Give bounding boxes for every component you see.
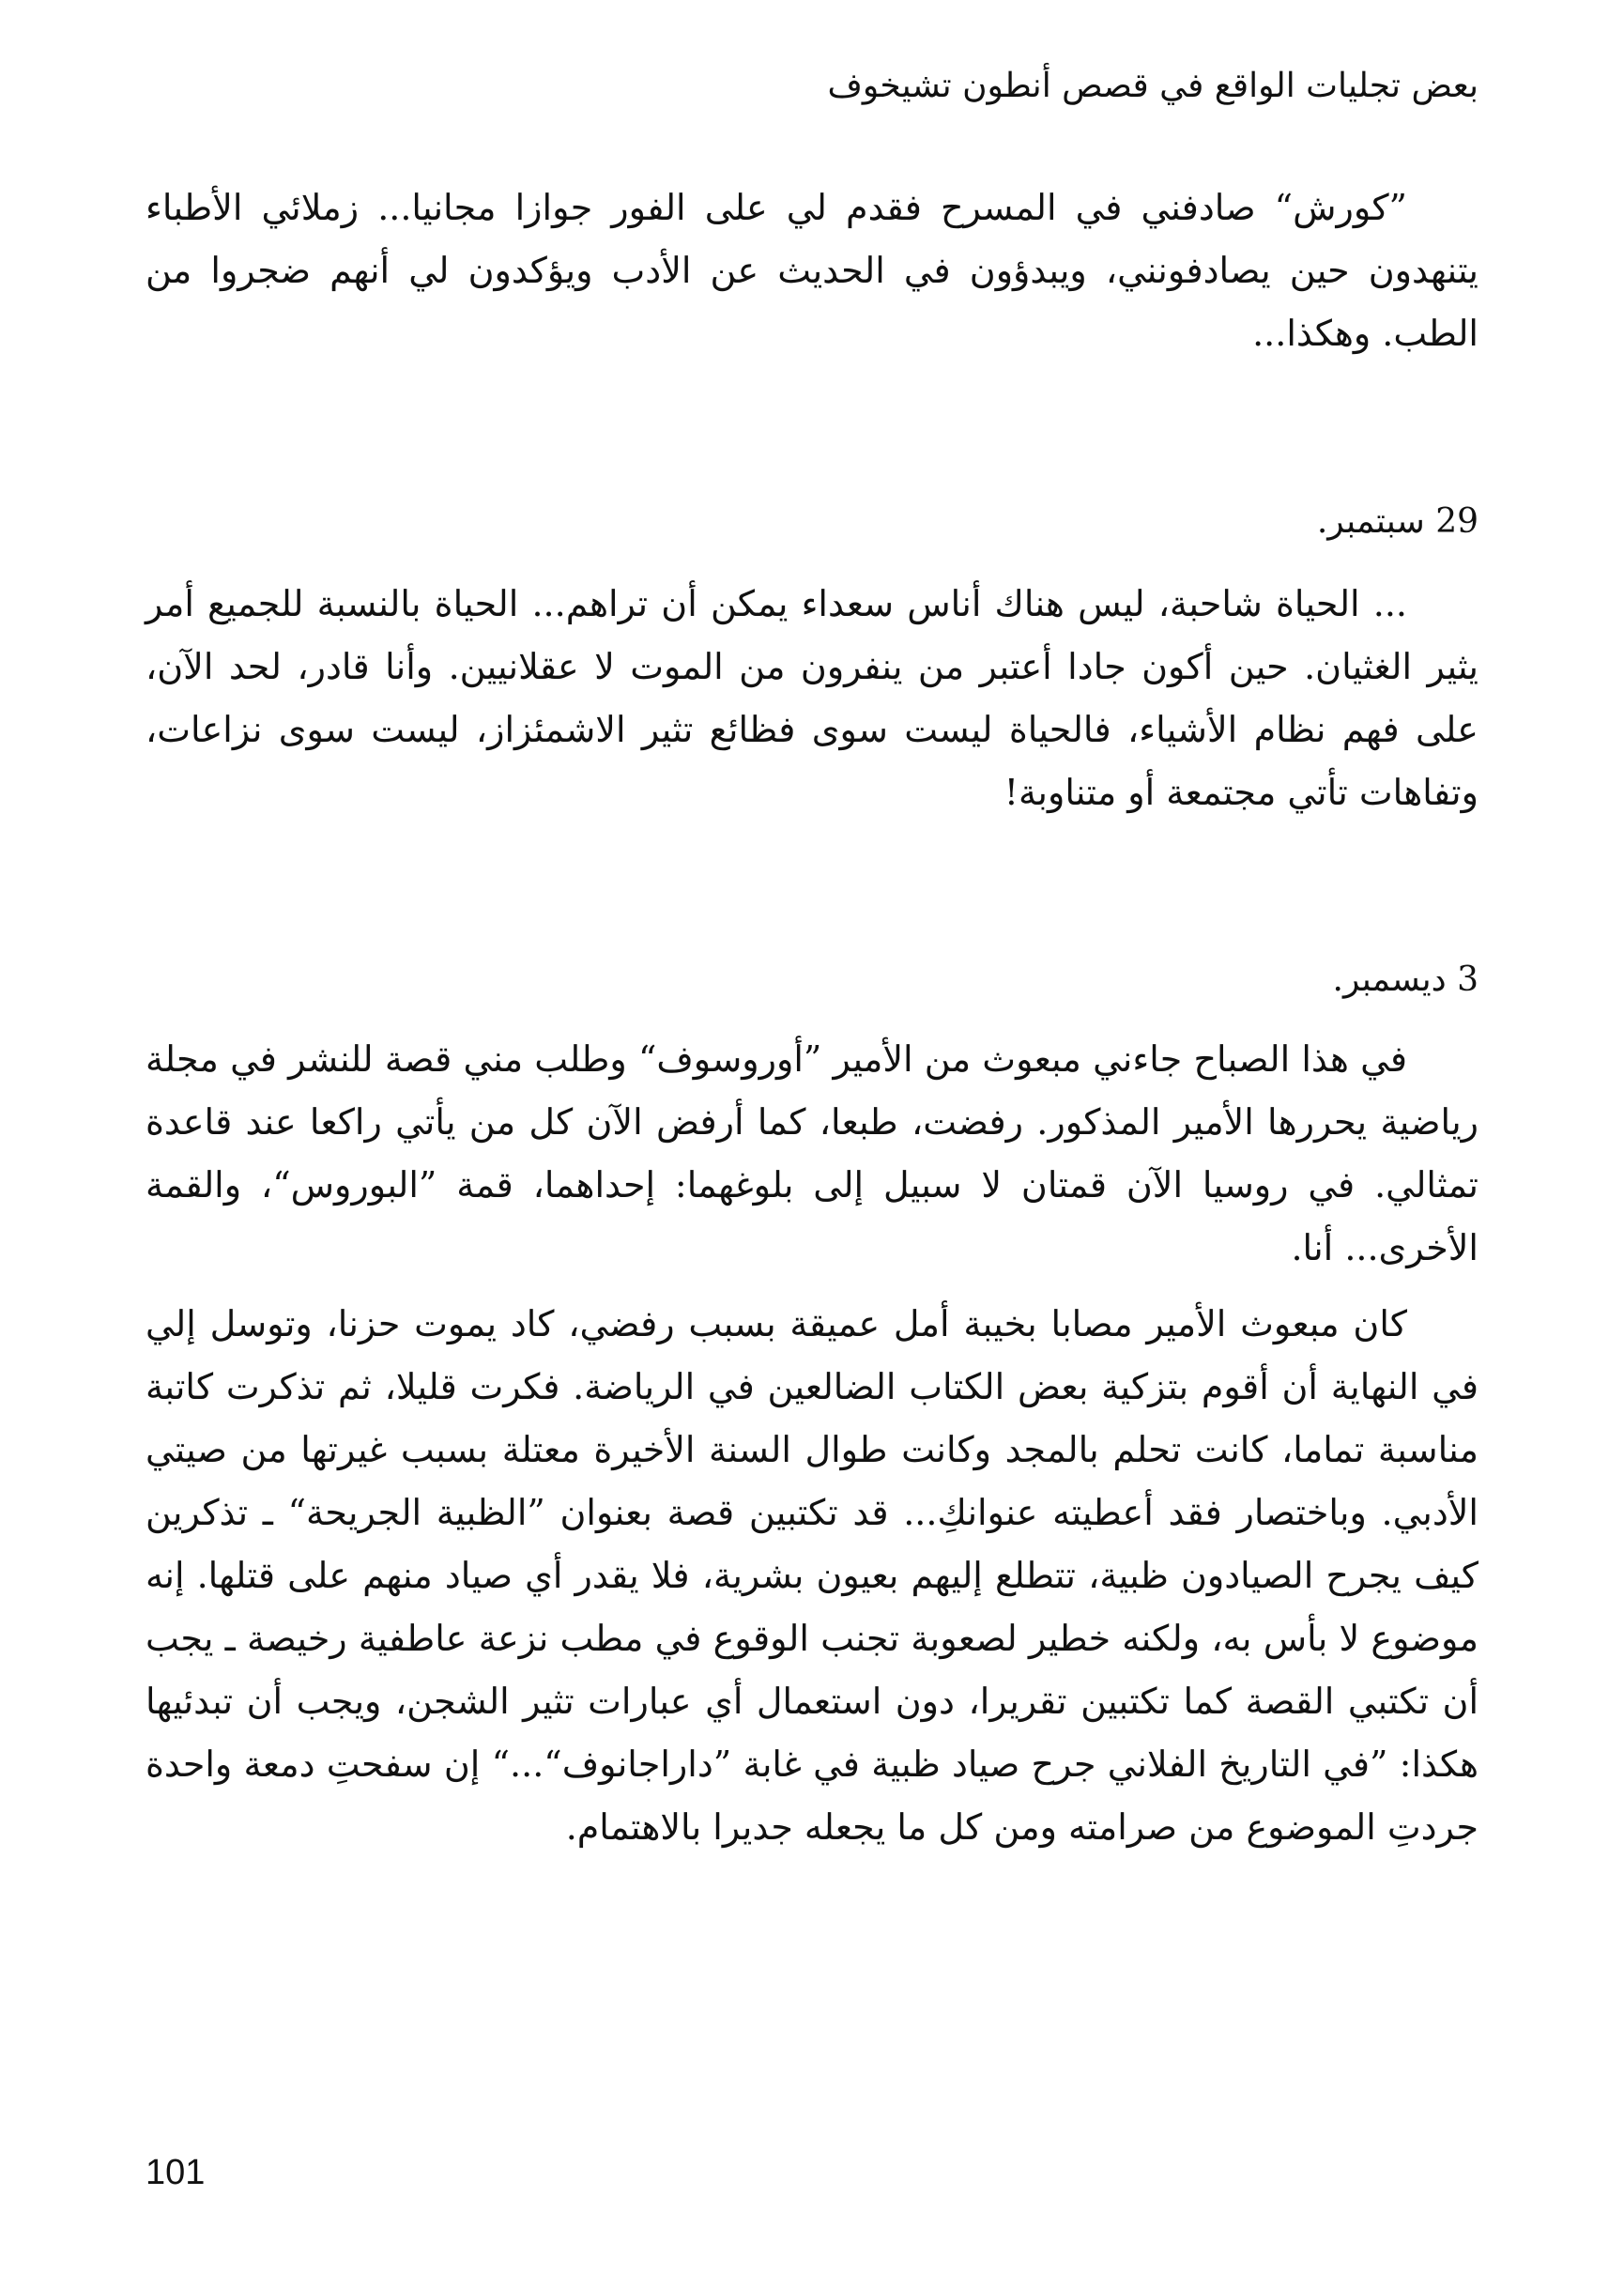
paragraph: في هذا الصباح جاءني مبعوث من الأمير ”أوروسوف“ وطلب مني قصة للنشر في مجلة رياضية يحررها الأمير المذكور. رفضت، طبعا، كما أرفض الآن كل من يأتي راكعا عند قاعدة تمثالي. في روسيا الآن قمتان لا سبيل إلى بلوغهما: إحداهما، قمة ”البوروس“، والقمة الأخرى... أنا. bbox=[146, 1038, 1478, 1268]
section-sep-29 bbox=[146, 573, 1478, 824]
date-heading: 3 ديسمبر. bbox=[1332, 960, 1478, 999]
section-continuation bbox=[146, 177, 1478, 365]
section-dec-3 bbox=[146, 1028, 1478, 1859]
paragraph: ”كورش“ صادفني في المسرح فقدم لي على الفور جوازا مجانيا... زملائي الأطباء يتنهدون حين يصادفونني، ويبدؤون في الحديث عن الأدب ويؤكدون لي أنهم ضجروا من الطب. وهكذا... bbox=[146, 187, 1478, 354]
date-heading: 29 سبتمبر. bbox=[1316, 502, 1478, 541]
page-number: 101 bbox=[146, 2153, 206, 2192]
running-header: بعض تجليات الواقع في قصص أنطون تشيخوف bbox=[827, 67, 1478, 105]
paragraph: كان مبعوث الأمير مصابا بخيبة أمل عميقة بسبب رفضي، كاد يموت حزنا، وتوسل إلي في النهاية أن أقوم بتزكية بعض الكتاب الضالعين في الرياضة. فكرت قليلا، ثم تذكرت كاتبة مناسبة تماما، كانت تحلم بالمجد وكانت طوال السنة الأخيرة معتلة بسبب غيرتها من صيتي الأدبي. وباختصار فقد أعطيته عنوانكِ... قد تكتبين قصة بعنوان ”الظبية الجريحة“ ـ تذكرين كيف يجرح الصيادون ظبية، تتطلع إليهم بعيون بشرية، فلا يقدر أي صياد منهم على قتلها. إنه موضوع لا بأس به، ولكنه خطير لصعوبة تجنب الوقوع في مطب نزعة عاطفية رخيصة ـ يجب أن تكتبي القصة كما تكتبين تقريرا، دون استعمال أي عبارات تثير الشجن، ويجب أن تبدئيها هكذا: ”في التاريخ الفلاني جرح صياد ظبية في غابة ”داراجانوف“...“ إن سفحتِ دمعة واحدة جردتِ الموضوع من صرامته ومن كل ما يجعله جديرا بالاهتمام. bbox=[146, 1303, 1478, 1848]
paragraph: ... الحياة شاحبة، ليس هناك أناس سعداء يمكن أن تراهم... الحياة بالنسبة للجميع أمر يثير الغثيان. حين أكون جادا أعتبر من ينفرون من الموت لا عقلانيين. وأنا قادر، لحد الآن، على فهم نظام الأشياء، فالحياة ليست سوى فظائع تثير الاشمئزاز، ليست سوى نزاعات، وتفاهات تأتي مجتمعة أو متناوبة! bbox=[146, 583, 1478, 813]
